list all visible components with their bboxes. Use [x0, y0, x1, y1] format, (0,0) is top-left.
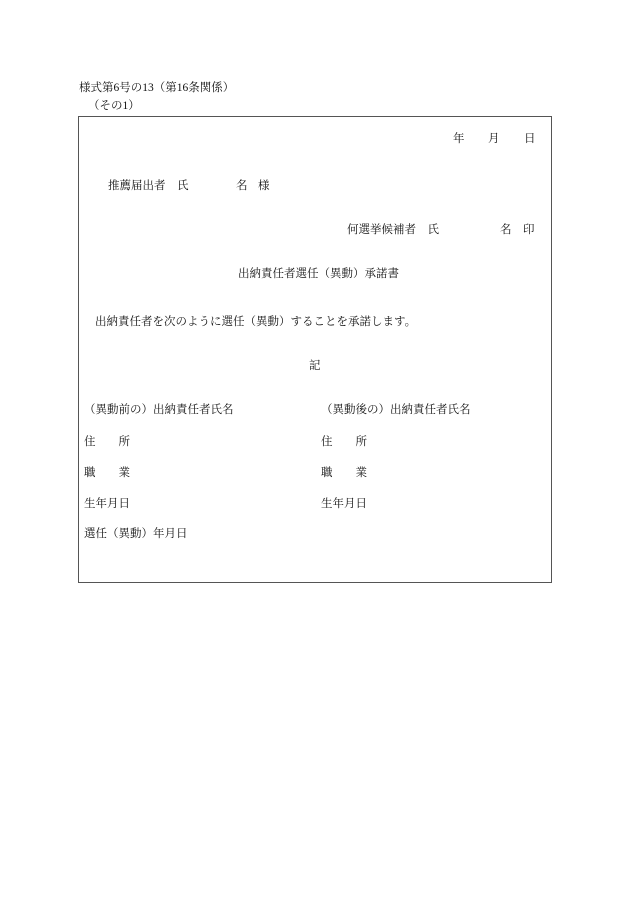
- date-month-label: 月: [488, 133, 500, 145]
- form-number: 様式第6号の13（第16条関係）: [79, 82, 235, 94]
- before-address-label: 住 所: [84, 436, 130, 448]
- seal-label: 印: [523, 224, 535, 236]
- addressee-label: 推薦届出者 氏: [108, 180, 189, 192]
- document-title: 出納責任者選任（異動）承諾書: [238, 268, 399, 280]
- before-birthdate-label: 生年月日: [84, 498, 130, 510]
- ki-label: 記: [309, 360, 321, 372]
- addressee-name-label: 名: [236, 180, 248, 192]
- after-birthdate-label: 生年月日: [321, 498, 367, 510]
- addressee-honorific: 様: [258, 180, 270, 192]
- body-text: 出納責任者を次のように選任（異動）することを承諾します。: [95, 316, 417, 328]
- candidate-label: 何選挙候補者 氏: [347, 224, 439, 236]
- appointment-date-label: 選任（異動）年月日: [84, 528, 188, 540]
- after-address-label: 住 所: [321, 436, 367, 448]
- after-occupation-label: 職 業: [321, 467, 367, 479]
- after-name-label: （異動後の）出納責任者氏名: [321, 404, 471, 416]
- before-name-label: （異動前の）出納責任者氏名: [84, 404, 234, 416]
- form-sub-number: （その1）: [88, 100, 140, 112]
- date-day-label: 日: [524, 133, 536, 145]
- before-occupation-label: 職 業: [84, 467, 130, 479]
- candidate-name-label: 名: [500, 224, 512, 236]
- date-year-label: 年: [453, 133, 465, 145]
